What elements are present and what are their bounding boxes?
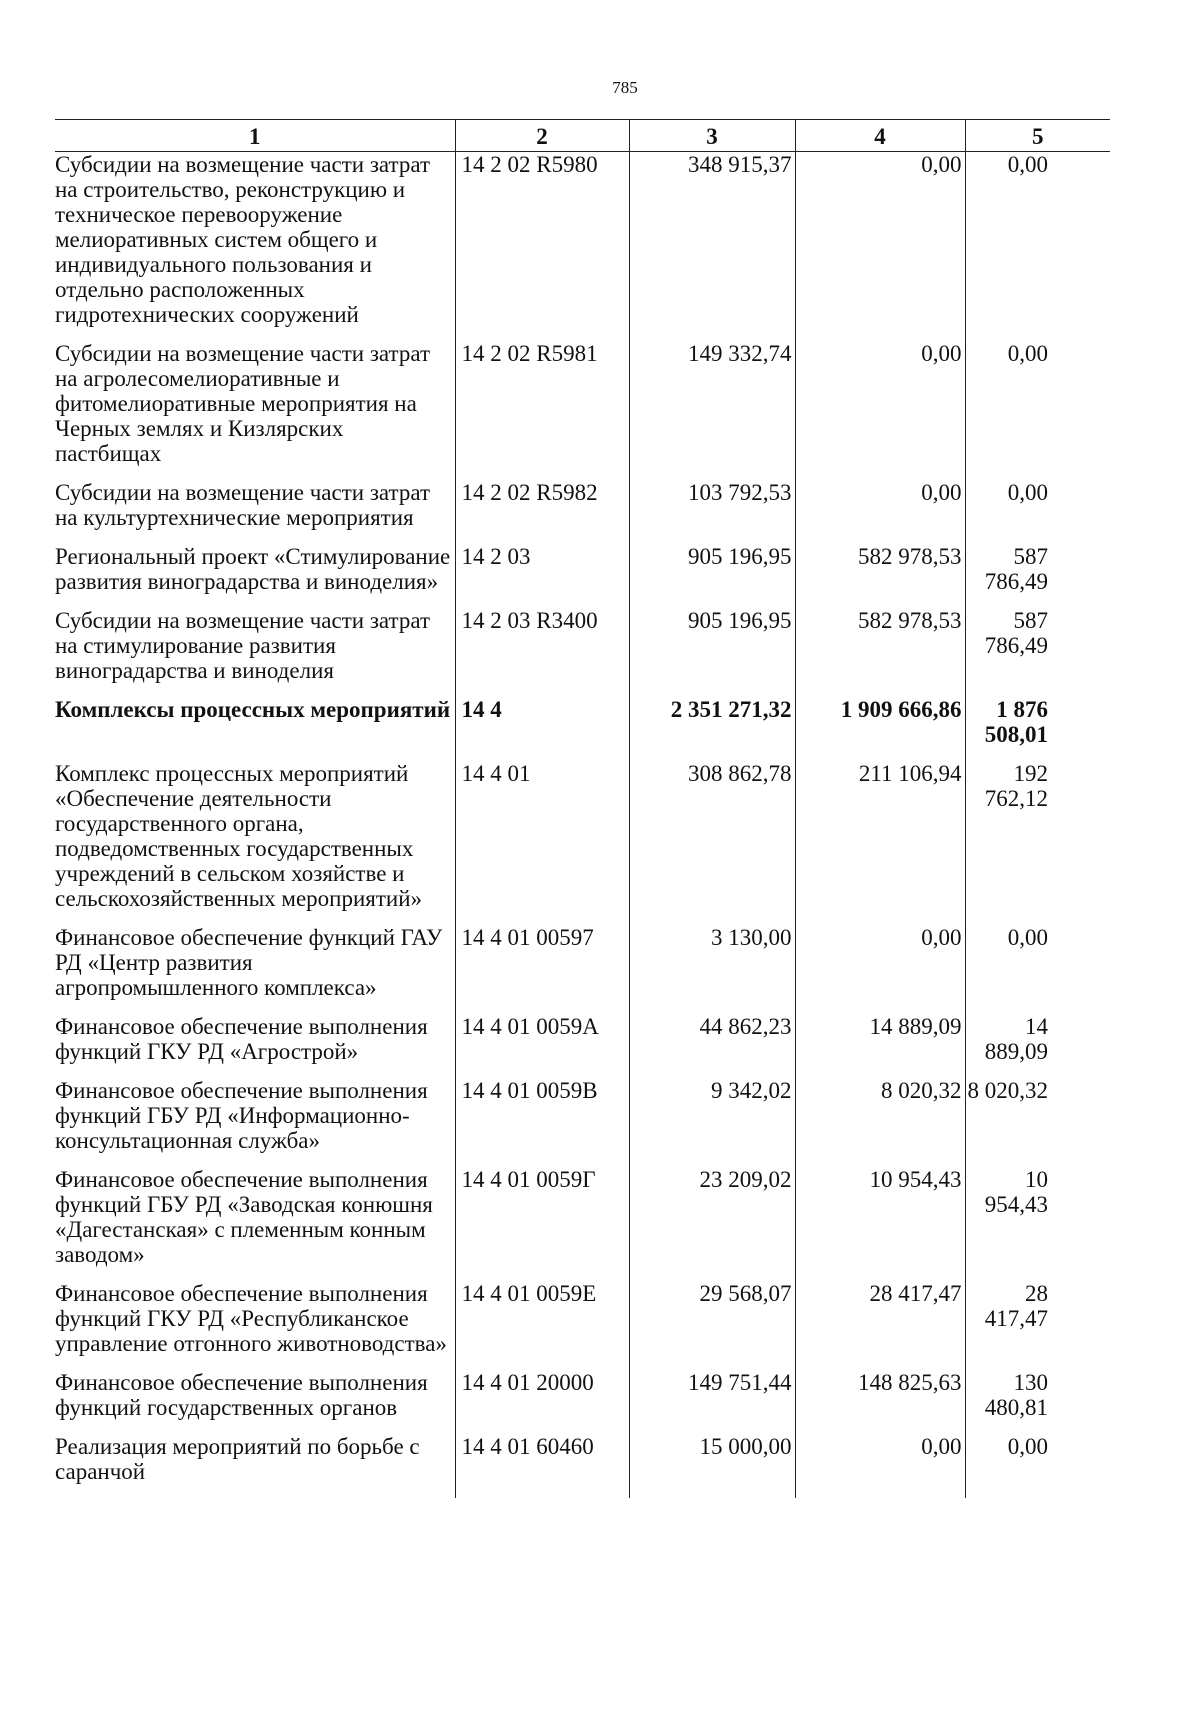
row-value-col4: 148 825,63 — [795, 1370, 965, 1434]
row-code-cell: 14 4 01 0059А — [455, 1014, 629, 1078]
row-value-col3: 149 332,74 — [629, 341, 795, 480]
row-value-col3: 23 209,02 — [629, 1167, 795, 1281]
header-col-4: 4 — [795, 120, 965, 152]
row-value-col4: 582 978,53 — [795, 544, 965, 608]
header-col-1: 1 — [55, 120, 455, 152]
row-code-cell: 14 2 02 R5982 — [455, 480, 629, 544]
row-value-col4: 14 889,09 — [795, 1014, 965, 1078]
row-value-col4: 0,00 — [795, 1434, 965, 1498]
row-value-col5: 0,00 — [965, 152, 1110, 342]
table-row — [55, 697, 1110, 761]
row-value-col5: 14 889,09 — [965, 1014, 1110, 1078]
row-code-cell: 14 4 01 20000 — [455, 1370, 629, 1434]
table-row — [55, 341, 1110, 480]
row-code-cell: 14 4 01 — [455, 761, 629, 925]
header-col-3: 3 — [629, 120, 795, 152]
row-value-col5: 0,00 — [965, 925, 1110, 1014]
table-row — [55, 925, 1110, 1014]
row-name-cell: Финансовое обеспечение выполнения функций ГКУ РД «Республиканское управление отгонного животноводства» — [55, 1281, 447, 1356]
table-body — [55, 152, 1110, 1499]
table-row — [55, 1370, 1110, 1434]
row-name-cell: Региональный проект «Стимулирование развития виноградарства и виноделия» — [55, 544, 451, 594]
table-row — [55, 1078, 1110, 1167]
row-name-cell: Субсидии на возмещение части затрат на стимулирование развития виноградарства и виноделия — [55, 608, 431, 683]
row-code-cell: 14 4 01 0059В — [455, 1078, 629, 1167]
header-col-2: 2 — [455, 120, 629, 152]
row-code-cell: 14 2 03 — [455, 544, 629, 608]
row-value-col4: 1 909 666,86 — [795, 697, 965, 761]
row-value-col3: 103 792,53 — [629, 480, 795, 544]
table-row — [55, 608, 1110, 697]
table-row — [55, 1434, 1110, 1498]
row-code-cell: 14 2 02 R5981 — [455, 341, 629, 480]
row-value-col4: 28 417,47 — [795, 1281, 965, 1370]
table-row — [55, 761, 1110, 925]
row-name-cell: Финансовое обеспечение функций ГАУ РД «Центр развития агропромышленного комплекса» — [55, 925, 443, 1000]
table-row — [55, 480, 1110, 544]
table-row — [55, 544, 1110, 608]
row-value-col4: 211 106,94 — [795, 761, 965, 925]
row-code-cell: 14 4 01 60460 — [455, 1434, 629, 1498]
row-value-col5: 130 480,81 — [965, 1370, 1110, 1434]
row-name-cell: Комплексы процессных мероприятий — [55, 697, 451, 722]
page-number: 785 — [612, 78, 638, 97]
row-value-col5: 0,00 — [965, 480, 1110, 544]
row-code-cell: 14 2 02 R5980 — [455, 152, 629, 342]
row-value-col4: 0,00 — [795, 152, 965, 342]
row-name-cell: Финансовое обеспечение выполнения функций ГБУ РД «Информационно-консультационная служба» — [55, 1078, 428, 1153]
row-name-cell: Финансовое обеспечение выполнения функций ГБУ РД «Заводская конюшня «Дагестанская» с племенным конным заводом» — [55, 1167, 433, 1267]
row-value-col3: 44 862,23 — [629, 1014, 795, 1078]
row-name-cell: Финансовое обеспечение выполнения функций ГКУ РД «Агрострой» — [55, 1014, 428, 1064]
row-value-col5: 28 417,47 — [965, 1281, 1110, 1370]
row-name-cell: Субсидии на возмещение части затрат на агролесомелиоративные и фитомелиоративные мероприятия на Черных землях и Кизлярских пастбищах — [55, 341, 431, 466]
row-value-col3: 3 130,00 — [629, 925, 795, 1014]
row-value-col3: 905 196,95 — [629, 608, 795, 697]
row-value-col5: 8 020,32 — [965, 1078, 1110, 1167]
row-value-col4: 582 978,53 — [795, 608, 965, 697]
row-value-col3: 29 568,07 — [629, 1281, 795, 1370]
row-value-col4: 0,00 — [795, 480, 965, 544]
row-code-cell: 14 2 03 R3400 — [455, 608, 629, 697]
row-value-col4: 8 020,32 — [795, 1078, 965, 1167]
row-value-col3: 348 915,37 — [629, 152, 795, 342]
row-name-cell: Реализация мероприятий по борьбе с саранчой — [55, 1434, 420, 1484]
row-value-col5: 1 876 508,01 — [965, 697, 1110, 761]
budget-table — [55, 119, 1110, 1498]
row-code-cell: 14 4 01 00597 — [455, 925, 629, 1014]
row-value-col3: 905 196,95 — [629, 544, 795, 608]
row-code-cell: 14 4 01 0059Г — [455, 1167, 629, 1281]
row-value-col5: 0,00 — [965, 341, 1110, 480]
row-name-cell: Субсидии на возмещение части затрат на культуртехнические мероприятия — [55, 480, 431, 530]
table-row — [55, 1167, 1110, 1281]
row-value-col5: 587 786,49 — [965, 608, 1110, 697]
row-value-col5: 587 786,49 — [965, 544, 1110, 608]
row-value-col3: 2 351 271,32 — [629, 697, 795, 761]
row-code-cell: 14 4 01 0059Е — [455, 1281, 629, 1370]
row-value-col4: 0,00 — [795, 925, 965, 1014]
row-name-cell: Финансовое обеспечение выполнения функций государственных органов — [55, 1370, 428, 1420]
table-row — [55, 1281, 1110, 1370]
table-header-row — [55, 120, 1110, 152]
row-value-col3: 149 751,44 — [629, 1370, 795, 1434]
row-value-col5: 10 954,43 — [965, 1167, 1110, 1281]
row-value-col3: 15 000,00 — [629, 1434, 795, 1498]
row-value-col4: 0,00 — [795, 341, 965, 480]
row-value-col5: 192 762,12 — [965, 761, 1110, 925]
header-col-5: 5 — [965, 120, 1110, 152]
row-name-cell: Субсидии на возмещение части затрат на строительство, реконструкцию и техническое перевооружение мелиоративных систем общего и индивидуального пользования и отдельно расположенных гидротехнических сооружений — [55, 152, 431, 327]
table-row — [55, 152, 1110, 342]
row-code-cell: 14 4 — [455, 697, 629, 761]
row-value-col3: 9 342,02 — [629, 1078, 795, 1167]
row-value-col3: 308 862,78 — [629, 761, 795, 925]
row-name-cell: Комплекс процессных мероприятий «Обеспечение деятельности государственного органа, подведомственных государственных учреждений в сельском хозяйстве и сельскохозяйственных мероприятий» — [55, 761, 423, 911]
table-row — [55, 1014, 1110, 1078]
row-value-col4: 10 954,43 — [795, 1167, 965, 1281]
row-value-col5: 0,00 — [965, 1434, 1110, 1498]
